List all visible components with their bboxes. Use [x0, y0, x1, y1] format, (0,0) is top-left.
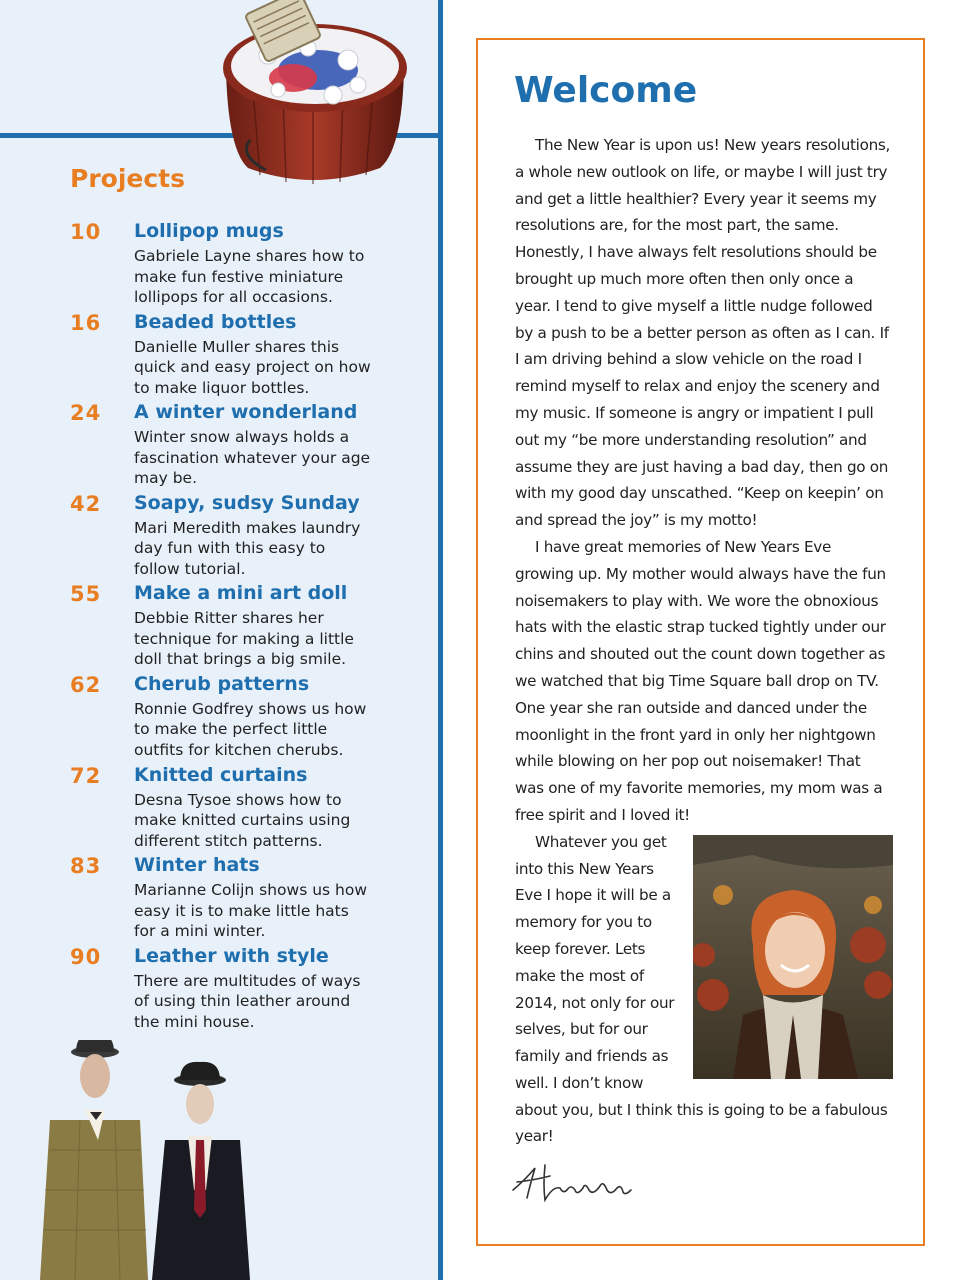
project-item [70, 311, 430, 402]
project-description: Danielle Muller shares this quick and easy project on how to make liquor bottles. [134, 337, 371, 397]
project-item [70, 764, 430, 855]
washtub-illustration [208, 0, 418, 185]
project-description: Debbie Ritter shares her technique for making a little doll that brings a big smile. [134, 609, 354, 669]
project-item [70, 854, 430, 945]
project-item [70, 673, 430, 764]
project-title: Winter hats [134, 854, 260, 877]
project-title: Soapy, sudsy Sunday [134, 491, 360, 514]
welcome-heading: Welcome [514, 70, 698, 111]
project-page-number: 16 [70, 310, 102, 335]
project-description: Mari Meredith makes laundry day fun with this easy to follow tutorial. [134, 518, 361, 578]
project-item [70, 582, 430, 673]
project-page-number: 62 [70, 672, 102, 697]
projects-list [70, 220, 430, 1035]
welcome-paragraph-1: The New Year is upon us! New years resolutions, a whole new outlook on life, or maybe I will just try and get a little healthier? Every year it seems my resolutions are, for the most part, the same. Honestly, I have always felt resolutions should be brought up much more often then only once a year. I tend to give myself a little nudge followed by a push to be a better person as often as I can. If I am driving behind a slow vehicle on the road I remind myself to relax and enjoy the scenery and my music. If someone is angry or impatient I pull out my “be more understanding resolution” and assume they are just having a bad day, then go on with my good day unscathed. “Keep on keepin’ on and spread the joy” is my motto! [515, 136, 891, 530]
project-description: Marianne Colijn shows us how easy it is to make little hats for a mini winter. [134, 881, 368, 941]
welcome-paragraph-3: Whatever you get into this New Years Eve I hope it will be a memory for you to keep forever. Lets make the most of 2014, not only for our selves, but for our family and friends as well. I don’t know about you, but I think this is going to be a fabulous year! [515, 832, 888, 1146]
vertical-divider [438, 0, 443, 1280]
project-page-number: 42 [70, 491, 102, 516]
project-page-number: 83 [70, 854, 102, 879]
projects-heading: Projects [70, 164, 186, 193]
project-page-number: 55 [70, 582, 102, 607]
project-page-number: 10 [70, 220, 102, 244]
project-title: Knitted curtains [134, 763, 308, 786]
project-item [70, 220, 430, 311]
project-item [70, 945, 430, 1036]
project-title: Cherub patterns [134, 672, 310, 695]
project-item [70, 401, 430, 492]
editor-photo-frame [693, 835, 901, 1079]
project-page-number: 24 [70, 401, 102, 426]
editor-photo [693, 835, 893, 1079]
welcome-paragraph-2: I have great memories of New Years Eve growing up. My mother would always have the fun noisemakers to play with. We wore the obnoxious hats with the elastic strap tucked tightly under our chins and shouted out the count down together as we watched that big Time Square ball drop on TV. One year she ran outside and danced under the moonlight in the front yard in only her nightgown while blowing on her pop out noisemaker! That was one of my favorite memories, my mom was a free spirit and I loved it! [515, 537, 886, 824]
project-title: Lollipop mugs [134, 220, 284, 242]
project-page-number: 72 [70, 763, 102, 788]
welcome-letter [515, 132, 893, 1150]
project-description: There are multitudes of ways of using thin leather around the mini house. [134, 971, 361, 1031]
project-description: Desna Tysoe shows how to make knitted curtains using different stitch patterns. [134, 790, 351, 850]
project-description: Gabriele Layne shares how to make fun festive miniature lollipops for all occasions. [134, 247, 365, 306]
signature [505, 1150, 640, 1210]
project-description: Ronnie Godfrey shows us how to make the perfect little outfits for kitchen cherubs. [134, 699, 367, 759]
project-page-number: 90 [70, 944, 102, 969]
project-title: A winter wonderland [134, 401, 358, 424]
project-title: Make a mini art doll [134, 582, 348, 605]
project-title: Leather with style [134, 944, 329, 967]
project-title: Beaded bottles [134, 310, 297, 333]
project-item [70, 492, 430, 583]
project-description: Winter snow always holds a fascination whatever your age may be. [134, 428, 371, 488]
figurines-illustration [40, 1040, 270, 1280]
